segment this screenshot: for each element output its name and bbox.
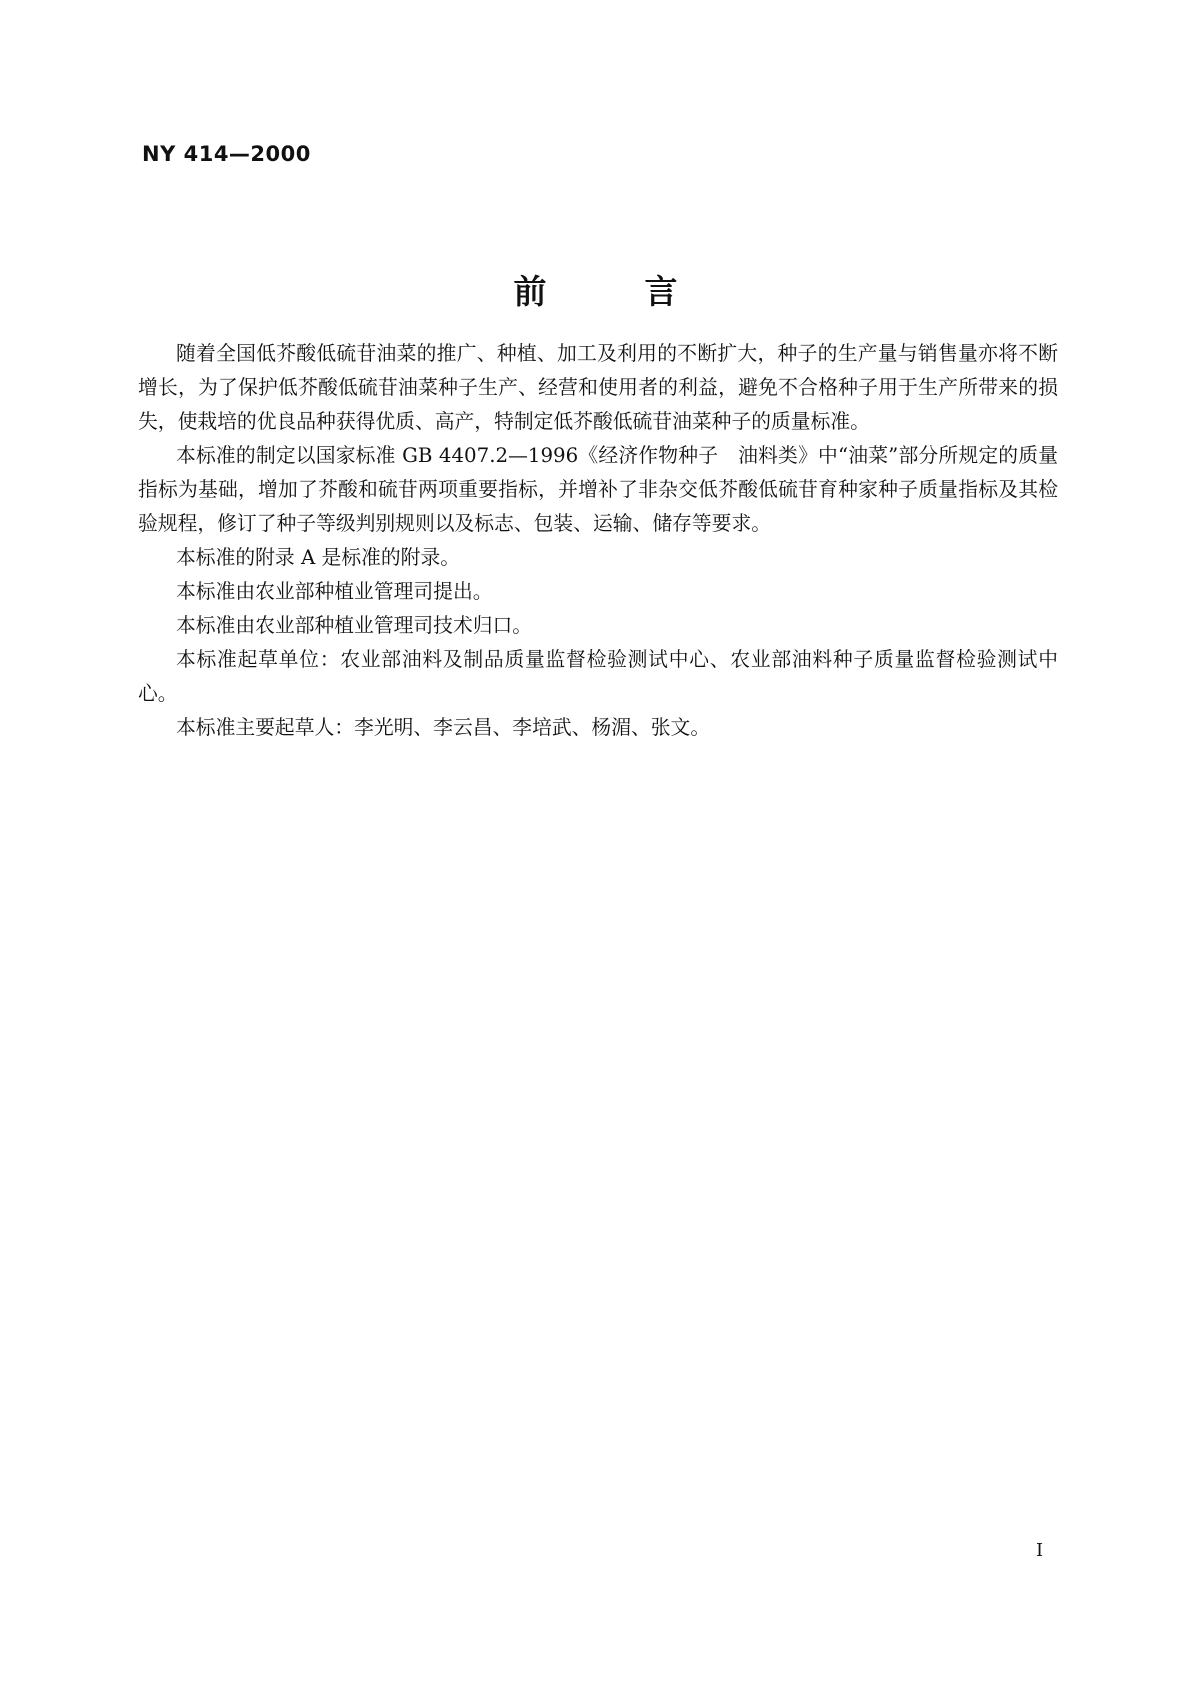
paragraph-drafting-units: 本标准起草单位：农业部油料及制品质量监督检验测试中心、农业部油料种子质量监督检验测试中心。 (138, 648, 1058, 705)
paragraph-basis: 本标准的制定以国家标准 GB 4407.2—1996《经济作物种子 油料类》中“油菜”部分所规定的质量指标为基础，增加了芥酸和硫苷两项重要指标，并增补了非杂交低芥酸低硫苷育种家种子质量指标及其检验规程，修订了种子等级判别规则以及标志、包装、运输、储存等要求。 (138, 444, 1058, 535)
paragraph-proposer: 本标准由农业部种植业管理司提出。 (176, 580, 493, 603)
page-title (0, 266, 1191, 313)
page-number: I (1036, 1540, 1044, 1561)
document-code: NY 414—2000 (142, 142, 311, 166)
paragraph-appendix: 本标准的附录 A 是标准的附录。 (176, 546, 461, 569)
paragraph-centralized: 本标准由农业部种植业管理司技术归口。 (176, 614, 533, 637)
page-title-char-1: 前 (513, 272, 547, 311)
paragraph-purpose: 随着全国低芥酸低硫苷油菜的推广、种植、加工及利用的不断扩大，种子的生产量与销售量亦将不断增长，为了保护低芥酸低硫苷油菜种子生产、经营和使用者的利益，避免不合格种子用于生产所带来的损失，使栽培的优良品种获得优质、高产，特制定低芥酸低硫苷油菜种子的质量标准。 (138, 342, 1058, 433)
foreword-body (138, 337, 1058, 745)
paragraph-drafters: 本标准主要起草人：李光明、李云昌、李培武、杨湄、张文。 (176, 716, 711, 739)
page-title-char-2: 言 (644, 272, 678, 311)
